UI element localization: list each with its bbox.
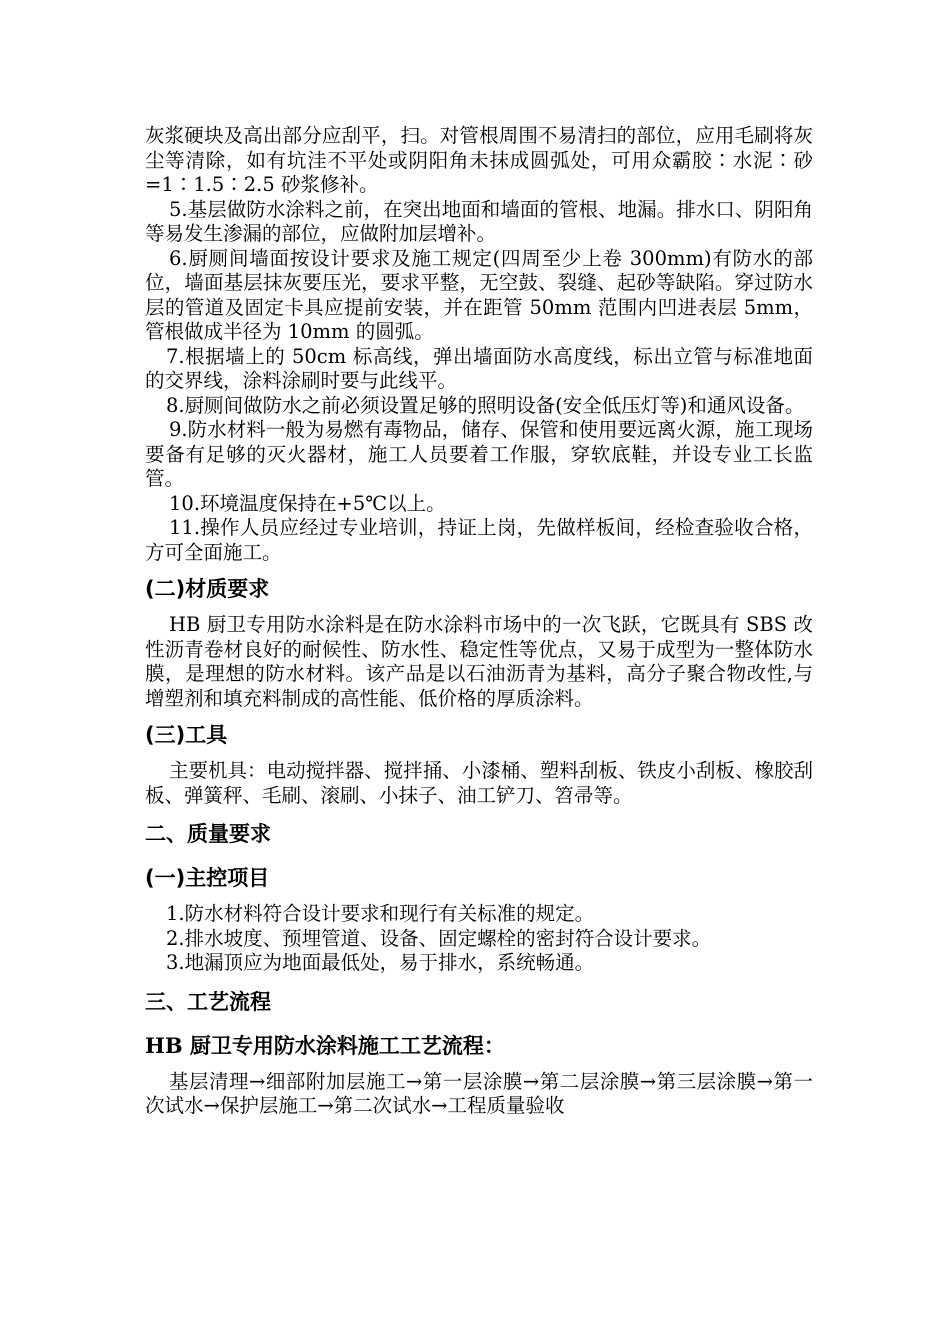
heading-process-flow: 三、工艺流程 [145,989,271,1014]
paragraph-process-steps: 基层清理→细部附加层施工→第一层涂膜→第二层涂膜→第三层涂膜→第一次试水→保护层施工→第二次试水→工程质量验收 [145,1069,813,1117]
list-item: 3.地漏顶应为地面最低处，易于排水，系统畅通。 [166,951,595,974]
heading-quality-requirements: 二、质量要求 [145,822,271,846]
paragraph-item-9: 9.防水材料一般为易燃有毒物品，储存、保管和使用要远离火源，施工现场要备有足够的灭火器材，施工人员要着工作服，穿软底鞋，并设专业工长监管。 [145,418,813,490]
paragraph-item-7: 7.根据墙上的 50cm 标高线，弹出墙面防水高度线，标出立管与标准地面的交界线，涂料涂刷时要与此线平。 [145,344,813,392]
paragraph-item-5: 5.基层做防水涂料之前，在突出地面和墙面的管根、地漏。排水口、阴阳角等易发生渗漏的部位，应做附加层增补。 [145,197,813,245]
heading-material-requirements: (二)材质要求 [145,577,270,601]
quality-item-list [145,902,813,976]
paragraph-item-10: 10.环境温度保持在+5℃以上。 [169,491,446,515]
paragraph-base-cleaning: 灰浆硬块及高出部分应刮平，扫。对管根周围不易清扫的部位，应用毛刷将灰尘等清除，如有坑洼不平处或阴阳角未抹成圆弧处，可用众霸胶∶水泥∶砂=1∶1.5∶2.5 砂浆修补。 [145,124,813,196]
paragraph-material-body: HB 厨卫专用防水涂料是在防水涂料市场中的一次飞跃，它既具有 SBS 改性沥青卷材良好的耐候性、防水性、稳定性等优点，又易于成型为一整体防水膜，是理想的防水材料。该产品是以石油沥青为基料，高分子聚合物改性,与增塑剂和填充料制成的高性能、低价格的厚质涂料。 [145,613,813,710]
list-item: 2.排水坡度、预埋管道、设备、固定螺栓的密封符合设计要求。 [166,926,712,950]
document-body [145,124,813,1119]
paragraph-tools-body: 主要机具：电动搅拌器、搅拌捅、小漆桶、塑料刮板、铁皮小刮板、橡胶刮板、弹簧秤、毛刷、滚刷、小抹子、油工铲刀、笤帚等。 [145,759,813,807]
heading-hb-process-flow: HB 厨卫专用防水涂料施工工艺流程： [145,1032,505,1058]
paragraph-item-8: 8.厨厕间做防水之前必须设置足够的照明设备(安全低压灯等)和通风设备。 [166,393,805,417]
paragraph-item-11: 11.操作人员应经过专业培训，持证上岗，先做样板间，经检查验收合格，方可全面施工。 [145,516,813,564]
heading-tools: (三)工具 [145,723,228,747]
heading-main-control-items: (一)主控项目 [145,866,270,890]
paragraph-item-6: 6.厨厕间墙面按设计要求及施工规定(四周至少上卷 300mm)有防水的部位，墙面基层抹灰要压光，要求平整，无空鼓、裂缝、起砂等缺陷。穿过防水层的管道及固定卡具应提前安装，并在距管 50mm 范围内凹进表层 5mm，管根做成半径为 10mm 的圆弧。 [145,246,813,343]
list-item: 1.防水材料符合设计要求和现行有关标准的规定。 [166,902,595,925]
